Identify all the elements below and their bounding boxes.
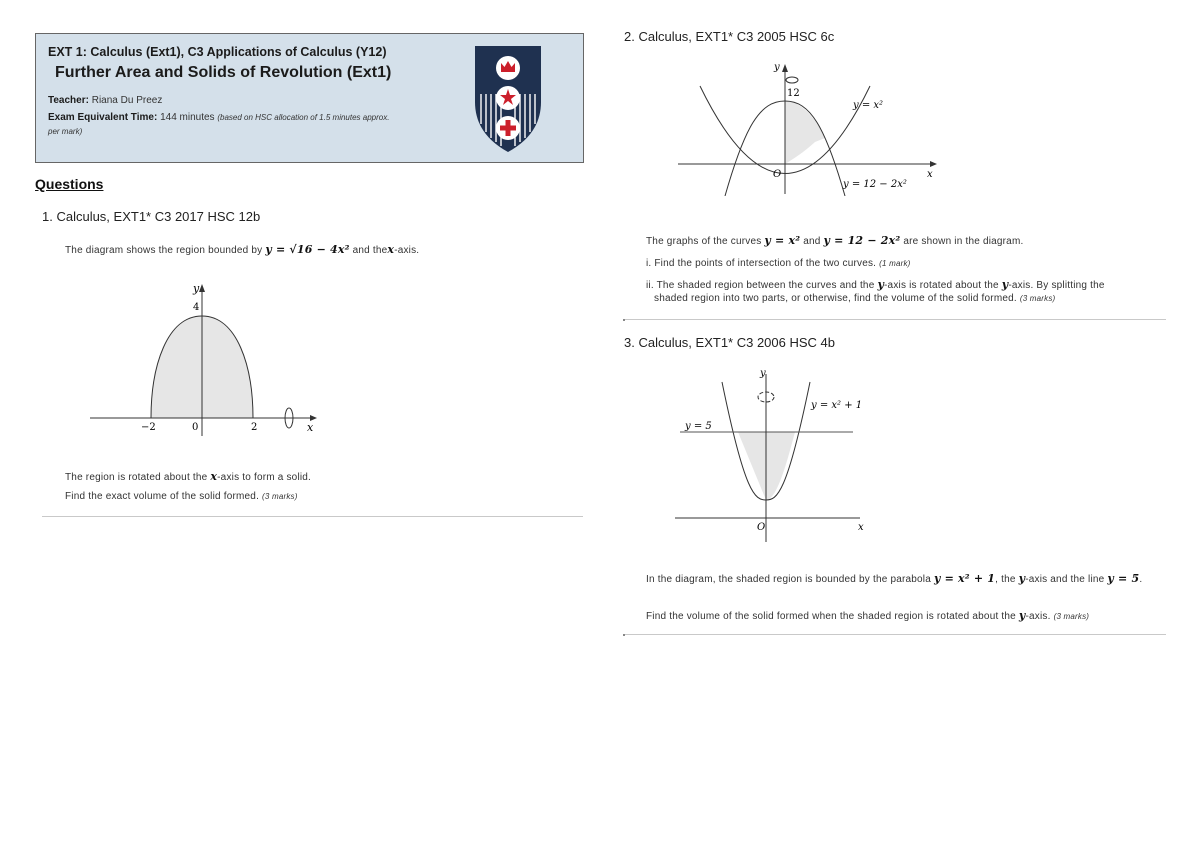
q3-divider xyxy=(624,634,1166,635)
time-line xyxy=(48,112,458,123)
q2-part-ii xyxy=(646,278,1105,291)
q1-line3 xyxy=(65,491,298,502)
q2-y-tick: 12 xyxy=(787,88,800,99)
q1-line3-text: Find the exact volume of the solid formed. xyxy=(65,491,260,502)
q1-graph xyxy=(85,276,325,441)
q1-stem-pre: The diagram shows the region bounded by xyxy=(65,245,263,256)
q2-y-label: y xyxy=(774,62,780,73)
q3-curve-label: y = x² + 1 xyxy=(811,400,863,411)
q1-y-label: y xyxy=(193,282,200,295)
q2-part-i-marks: (1 mark) xyxy=(879,259,911,268)
q1-stem-math: y = √16 − 4x² xyxy=(265,243,350,256)
q1-x-tick-zero: 0 xyxy=(192,422,199,433)
q1-x-label: x xyxy=(307,421,314,434)
page-title: Further Area and Solids of Revolution (Ext1) xyxy=(55,64,392,81)
q2-stem-post: are shown in the diagram. xyxy=(903,236,1024,247)
q3-graph xyxy=(675,364,875,544)
school-shield-logo xyxy=(472,42,544,156)
q2-part-ii-line2-text: shaded region into two parts, or otherwise, find the volume of the solid formed. xyxy=(654,293,1017,304)
q2-math-1: y = x² xyxy=(764,234,801,247)
q1-stem xyxy=(65,243,419,256)
q2-part-ii-var2: y xyxy=(1001,278,1009,291)
q2-part-i xyxy=(646,258,911,269)
q3-math-2: y = 5 xyxy=(1107,572,1140,585)
q3-stem-var: y xyxy=(1018,572,1026,585)
q3-stem xyxy=(646,570,1166,588)
q3-stem-mid: , the xyxy=(995,574,1016,585)
q3-stem-pre: In the diagram, the shaded region is bounded by the parabola xyxy=(646,574,931,585)
q1-line2 xyxy=(65,470,311,483)
q1-line2-var: x xyxy=(210,470,218,483)
q2-part-ii-line2 xyxy=(654,293,1055,304)
q3-divider-dot xyxy=(623,634,625,636)
q3-x-label: x xyxy=(858,522,864,533)
q2-stem xyxy=(646,234,1023,247)
q3-line2-post: -axis. xyxy=(1025,611,1051,622)
teacher-line xyxy=(48,95,162,106)
q1-x-tick-pos: 2 xyxy=(251,422,258,433)
q2-curve1-label: y = x² xyxy=(853,100,884,111)
q1-line2-pre: The region is rotated about the xyxy=(65,472,208,483)
header-box xyxy=(35,33,584,163)
q3-line2-var: y xyxy=(1018,609,1026,622)
q2-and: and xyxy=(803,236,821,247)
q1-divider xyxy=(42,516,583,517)
q1-stem-end: -axis. xyxy=(394,245,420,256)
q1-title: 1. Calculus, EXT1* C3 2017 HSC 12b xyxy=(42,209,261,224)
q3-stem-post: -axis and the line xyxy=(1025,574,1105,585)
q2-divider xyxy=(624,319,1166,320)
q2-part-i-text: i. Find the points of intersection of the two curves. xyxy=(646,258,877,269)
q2-part-ii-pre: ii. The shaded region between the curves and the xyxy=(646,280,875,291)
q1-line2-post: -axis to form a solid. xyxy=(217,472,312,483)
q3-marks: (3 marks) xyxy=(1053,612,1090,621)
q2-origin: O xyxy=(773,169,782,180)
q2-x-label: x xyxy=(927,169,933,180)
q2-stem-pre: The graphs of the curves xyxy=(646,236,762,247)
q1-x-tick-neg: −2 xyxy=(141,422,156,433)
course-title: EXT 1: Calculus (Ext1), C3 Applications of Calculus (Y12) xyxy=(48,45,387,59)
q3-y-label: y xyxy=(760,368,766,379)
q3-line-label: y = 5 xyxy=(685,421,712,432)
q1-y-tick: 4 xyxy=(193,302,200,313)
q1-marks: (3 marks) xyxy=(262,492,298,501)
teacher-name: Riana Du Preez xyxy=(91,95,163,106)
q2-part-ii-var: y xyxy=(877,278,885,291)
q1-stem-var: x xyxy=(387,243,395,256)
questions-heading: Questions xyxy=(35,176,104,192)
q2-part-ii-post: -axis is rotated about the xyxy=(884,280,999,291)
q3-title: 3. Calculus, EXT1* C3 2006 HSC 4b xyxy=(624,335,835,350)
q1-stem-post: and the xyxy=(352,245,388,256)
q3-line2 xyxy=(646,609,1089,622)
q3-line2-pre: Find the volume of the solid formed when the shaded region is rotated about the xyxy=(646,611,1016,622)
time-label: Exam Equivalent Time: xyxy=(48,112,158,123)
q2-curve2-label: y = 12 − 2x² xyxy=(843,179,907,190)
time-note: (based on HSC allocation of 1.5 minutes approx. xyxy=(217,113,390,122)
q2-part-ii-end: -axis. By splitting the xyxy=(1008,280,1105,291)
q3-math-1: y = x² + 1 xyxy=(933,572,996,585)
teacher-label: Teacher: xyxy=(48,95,89,106)
q3-stem-end: . xyxy=(1139,574,1143,585)
q2-divider-dot xyxy=(623,319,625,321)
q3-origin: O xyxy=(757,522,766,533)
q2-part-ii-marks: (3 marks) xyxy=(1019,294,1056,303)
q2-graph xyxy=(675,56,940,196)
q2-title: 2. Calculus, EXT1* C3 2005 HSC 6c xyxy=(624,29,835,44)
time-note-2: per mark) xyxy=(48,127,83,136)
time-value: 144 minutes xyxy=(160,112,215,123)
q2-math-2: y = 12 − 2x² xyxy=(823,234,901,247)
